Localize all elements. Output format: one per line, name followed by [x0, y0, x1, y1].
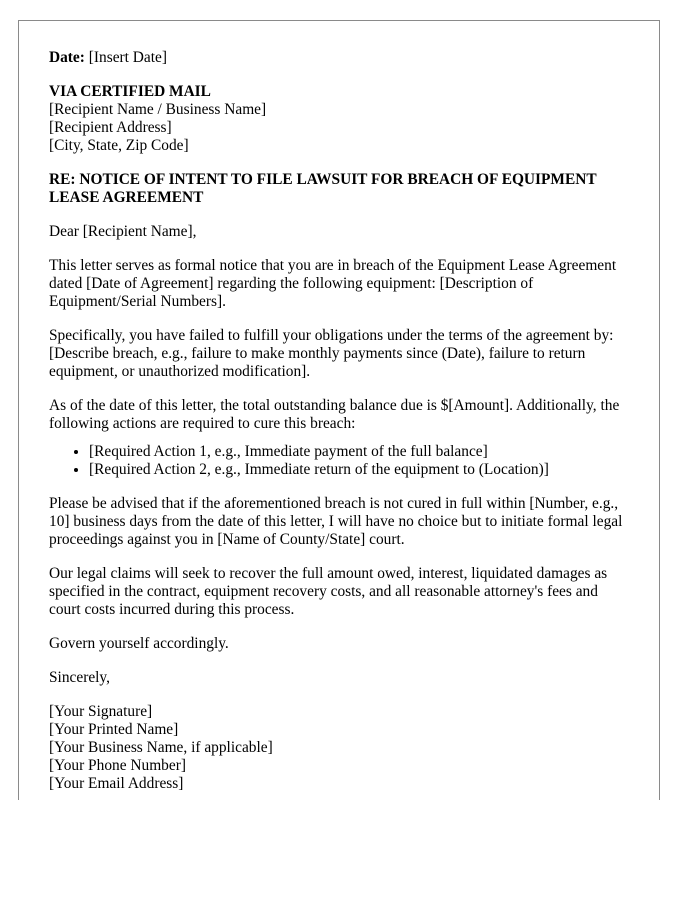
recipient-block [49, 83, 629, 155]
paragraph-legal-warning: Please be advised that if the aforementioned breach is not cured in full within [Number, e.g., 10] business days from the date of this letter, I will have no choice but to initiate formal legal proceedings against you in [Name of County/State] court. [49, 495, 623, 548]
paragraph-legal-claims: Our legal claims will seek to recover the full amount owed, interest, liquidated damages as specified in the contract, equipment recovery costs, and all reasonable attorney's fees and court costs incurred during this process. [49, 565, 608, 618]
date-label: Date: [49, 49, 85, 66]
delivery-method: VIA CERTIFIED MAIL [49, 83, 211, 100]
required-actions-list [49, 443, 629, 479]
paragraph-balance-due: As of the date of this letter, the total outstanding balance due is $[Amount]. Additionally, the following actions are required to cure this breach: [49, 397, 620, 432]
paragraph-breach-details: Specifically, you have failed to fulfill your obligations under the terms of the agreement by: [Describe breach, e.g., failure to make monthly payments since (Date), failure to return equipment, or unauthorized modification]. [49, 327, 614, 380]
recipient-city: [City, State, Zip Code] [49, 137, 189, 154]
list-item: • [Required Action 2, e.g., Immediate return of the equipment to (Location)] [89, 461, 629, 479]
phone-number: [Your Phone Number] [49, 757, 186, 774]
signature: [Your Signature] [49, 703, 153, 720]
recipient-name: [Recipient Name / Business Name] [49, 101, 267, 118]
email-address: [Your Email Address] [49, 775, 184, 792]
closing: Sincerely, [49, 669, 110, 686]
paragraph-govern: Govern yourself accordingly. [49, 635, 229, 652]
paragraph-breach-notice: This letter serves as formal notice that you are in breach of the Equipment Lease Agreement dated [Date of Agreement] regarding the following equipment: [Description of Equipment/Serial Numbers]. [49, 257, 617, 310]
date-value: [Insert Date] [88, 49, 167, 66]
subject-line-1: RE: NOTICE OF INTENT TO FILE LAWSUIT FOR BREACH OF EQUIPMENT [49, 171, 597, 188]
signature-block [49, 703, 629, 793]
business-name: [Your Business Name, if applicable] [49, 739, 273, 756]
salutation: Dear [Recipient Name], [49, 223, 197, 240]
recipient-address: [Recipient Address] [49, 119, 172, 136]
subject-line-2: LEASE AGREEMENT [49, 189, 204, 206]
list-item: • [Required Action 1, e.g., Immediate payment of the full balance] [89, 443, 629, 461]
subject-line [49, 171, 629, 207]
letter-page [18, 20, 660, 800]
date-line [49, 49, 629, 67]
printed-name: [Your Printed Name] [49, 721, 179, 738]
